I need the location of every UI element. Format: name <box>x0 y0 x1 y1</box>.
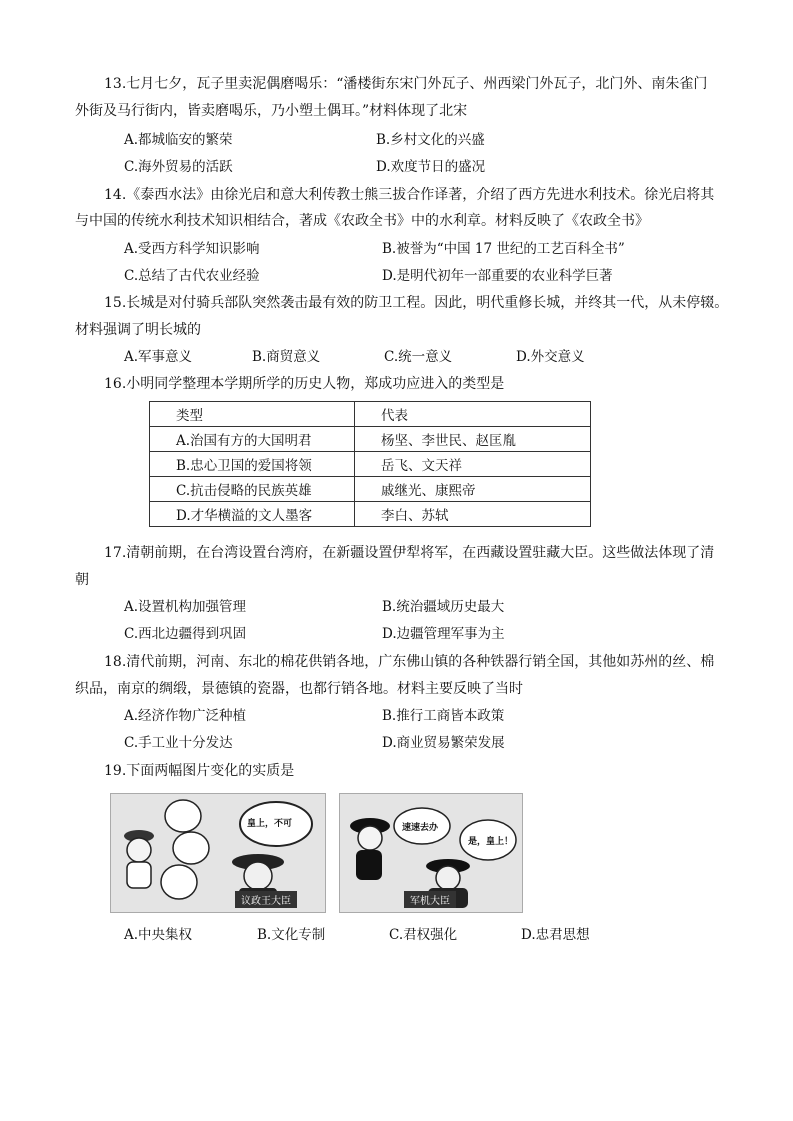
q14-stem-line2: 与中国的传统水利技术知识相结合，著成《农政全书》中的水利章。材料反映了《农政全书》 <box>75 213 649 229</box>
q19-pic2-caption: 军机大臣 <box>404 891 456 908</box>
table-row <box>150 427 591 452</box>
q19-pic1-bubble-text: 皇上，不可 <box>247 819 293 829</box>
q18-stem-line2: 织品，南京的绸缎，景德镇的瓷器，也都行销各地。材料主要反映了当时 <box>75 681 523 697</box>
table-cell: B.忠心卫国的爱国将领 <box>150 452 355 477</box>
table-cell: A.治国有方的大国明君 <box>150 427 355 452</box>
table-row <box>150 452 591 477</box>
q19-picture-2 <box>339 793 523 913</box>
q13-stem-line1: 13.七月七夕，瓦子里卖泥偶磨喝乐：“潘楼街东宋门外瓦子、州西梁门外瓦子，北门外、南朱雀门 <box>104 76 708 92</box>
q14-option-d[interactable]: D.是明代初年一部重要的农业科学巨著 <box>382 268 613 284</box>
q17-option-c[interactable]: C.西北边疆得到巩固 <box>124 626 247 642</box>
q18-stem-line1: 18.清代前期，河南、东北的棉花供销各地，广东佛山镇的各种铁器行销全国，其他如苏州的丝、棉 <box>104 654 715 670</box>
table-cell: D.才华横溢的文人墨客 <box>150 502 355 527</box>
q17-option-d[interactable]: D.边疆管理军事为主 <box>382 626 505 642</box>
q19-option-c[interactable]: C.君权强化 <box>389 927 458 943</box>
q15-option-c[interactable]: C.统一意义 <box>384 349 453 365</box>
q15-option-b[interactable]: B.商贸意义 <box>252 349 321 365</box>
q18-option-c[interactable]: C.手工业十分发达 <box>124 735 233 751</box>
q18-option-b[interactable]: B.推行工商皆本政策 <box>382 708 505 724</box>
q17-stem-line2: 朝 <box>75 572 89 588</box>
q19-option-d[interactable]: D.忠君思想 <box>521 927 590 943</box>
q16-figure-table <box>149 401 591 527</box>
q19-pic2-bubble1-text: 速速去办 <box>402 823 439 833</box>
q14-option-c[interactable]: C.总结了古代农业经验 <box>124 268 260 284</box>
table-cell: 岳飞、文天祥 <box>355 452 591 477</box>
q17-option-a[interactable]: A.设置机构加强管理 <box>124 599 247 615</box>
q19-pic1-caption: 议政王大臣 <box>235 891 297 908</box>
table-header-row <box>150 402 591 427</box>
q19-stem-line1: 19.下面两幅图片变化的实质是 <box>104 763 295 779</box>
q15-stem-line1: 15.长城是对付骑兵部队突然袭击最有效的防卫工程。因此，明代重修长城，并终其一代，从未停辍。 <box>104 295 729 311</box>
q14-option-b[interactable]: B.被誉为“中国 17 世纪的工艺百科全书” <box>382 241 625 257</box>
q15-option-a[interactable]: A.军事意义 <box>124 349 193 365</box>
q13-option-c[interactable]: C.海外贸易的活跃 <box>124 159 233 175</box>
table-header-representative: 代表 <box>355 402 591 427</box>
q19-picture-1 <box>110 793 326 913</box>
q15-option-d[interactable]: D.外交意义 <box>516 349 585 365</box>
q16-stem-line1: 16.小明同学整理本学期所学的历史人物，郑成功应进入的类型是 <box>104 376 505 392</box>
table-cell: C.抗击侵略的民族英雄 <box>150 477 355 502</box>
q17-stem-line1: 17.清朝前期，在台湾设置台湾府，在新疆设置伊犁将军，在西藏设置驻藏大臣。这些做法体现了清 <box>104 545 715 561</box>
q13-option-a[interactable]: A.都城临安的繁荣 <box>124 132 233 148</box>
table-header-type: 类型 <box>150 402 355 427</box>
q17-option-b[interactable]: B.统治疆域历史最大 <box>382 599 505 615</box>
table-cell: 杨坚、李世民、赵匡胤 <box>355 427 591 452</box>
q13-stem-line2: 外街及马行街内，皆卖磨喝乐，乃小塑土偶耳。”材料体现了北宋 <box>75 103 468 119</box>
q18-option-a[interactable]: A.经济作物广泛种植 <box>124 708 247 724</box>
q19-option-b[interactable]: B.文化专制 <box>257 927 326 943</box>
q19-pic2-bubble2-text: 是，皇上！ <box>468 837 514 847</box>
table-cell: 戚继光、康熙帝 <box>355 477 591 502</box>
table-row <box>150 502 591 527</box>
q13-option-d[interactable]: D.欢度节日的盛况 <box>376 159 486 175</box>
table-row <box>150 477 591 502</box>
q18-option-d[interactable]: D.商业贸易繁荣发展 <box>382 735 505 751</box>
q19-option-a[interactable]: A.中央集权 <box>124 927 193 943</box>
q14-option-a[interactable]: A.受西方科学知识影响 <box>124 241 260 257</box>
table-cell: 李白、苏轼 <box>355 502 591 527</box>
q13-option-b[interactable]: B.乡村文化的兴盛 <box>376 132 485 148</box>
q14-stem-line1: 14.《泰西水法》由徐光启和意大利传教士熊三拔合作译著，介绍了西方先进水利技术。徐光启将其 <box>104 187 715 203</box>
q15-stem-line2: 材料强调了明长城的 <box>75 322 201 338</box>
